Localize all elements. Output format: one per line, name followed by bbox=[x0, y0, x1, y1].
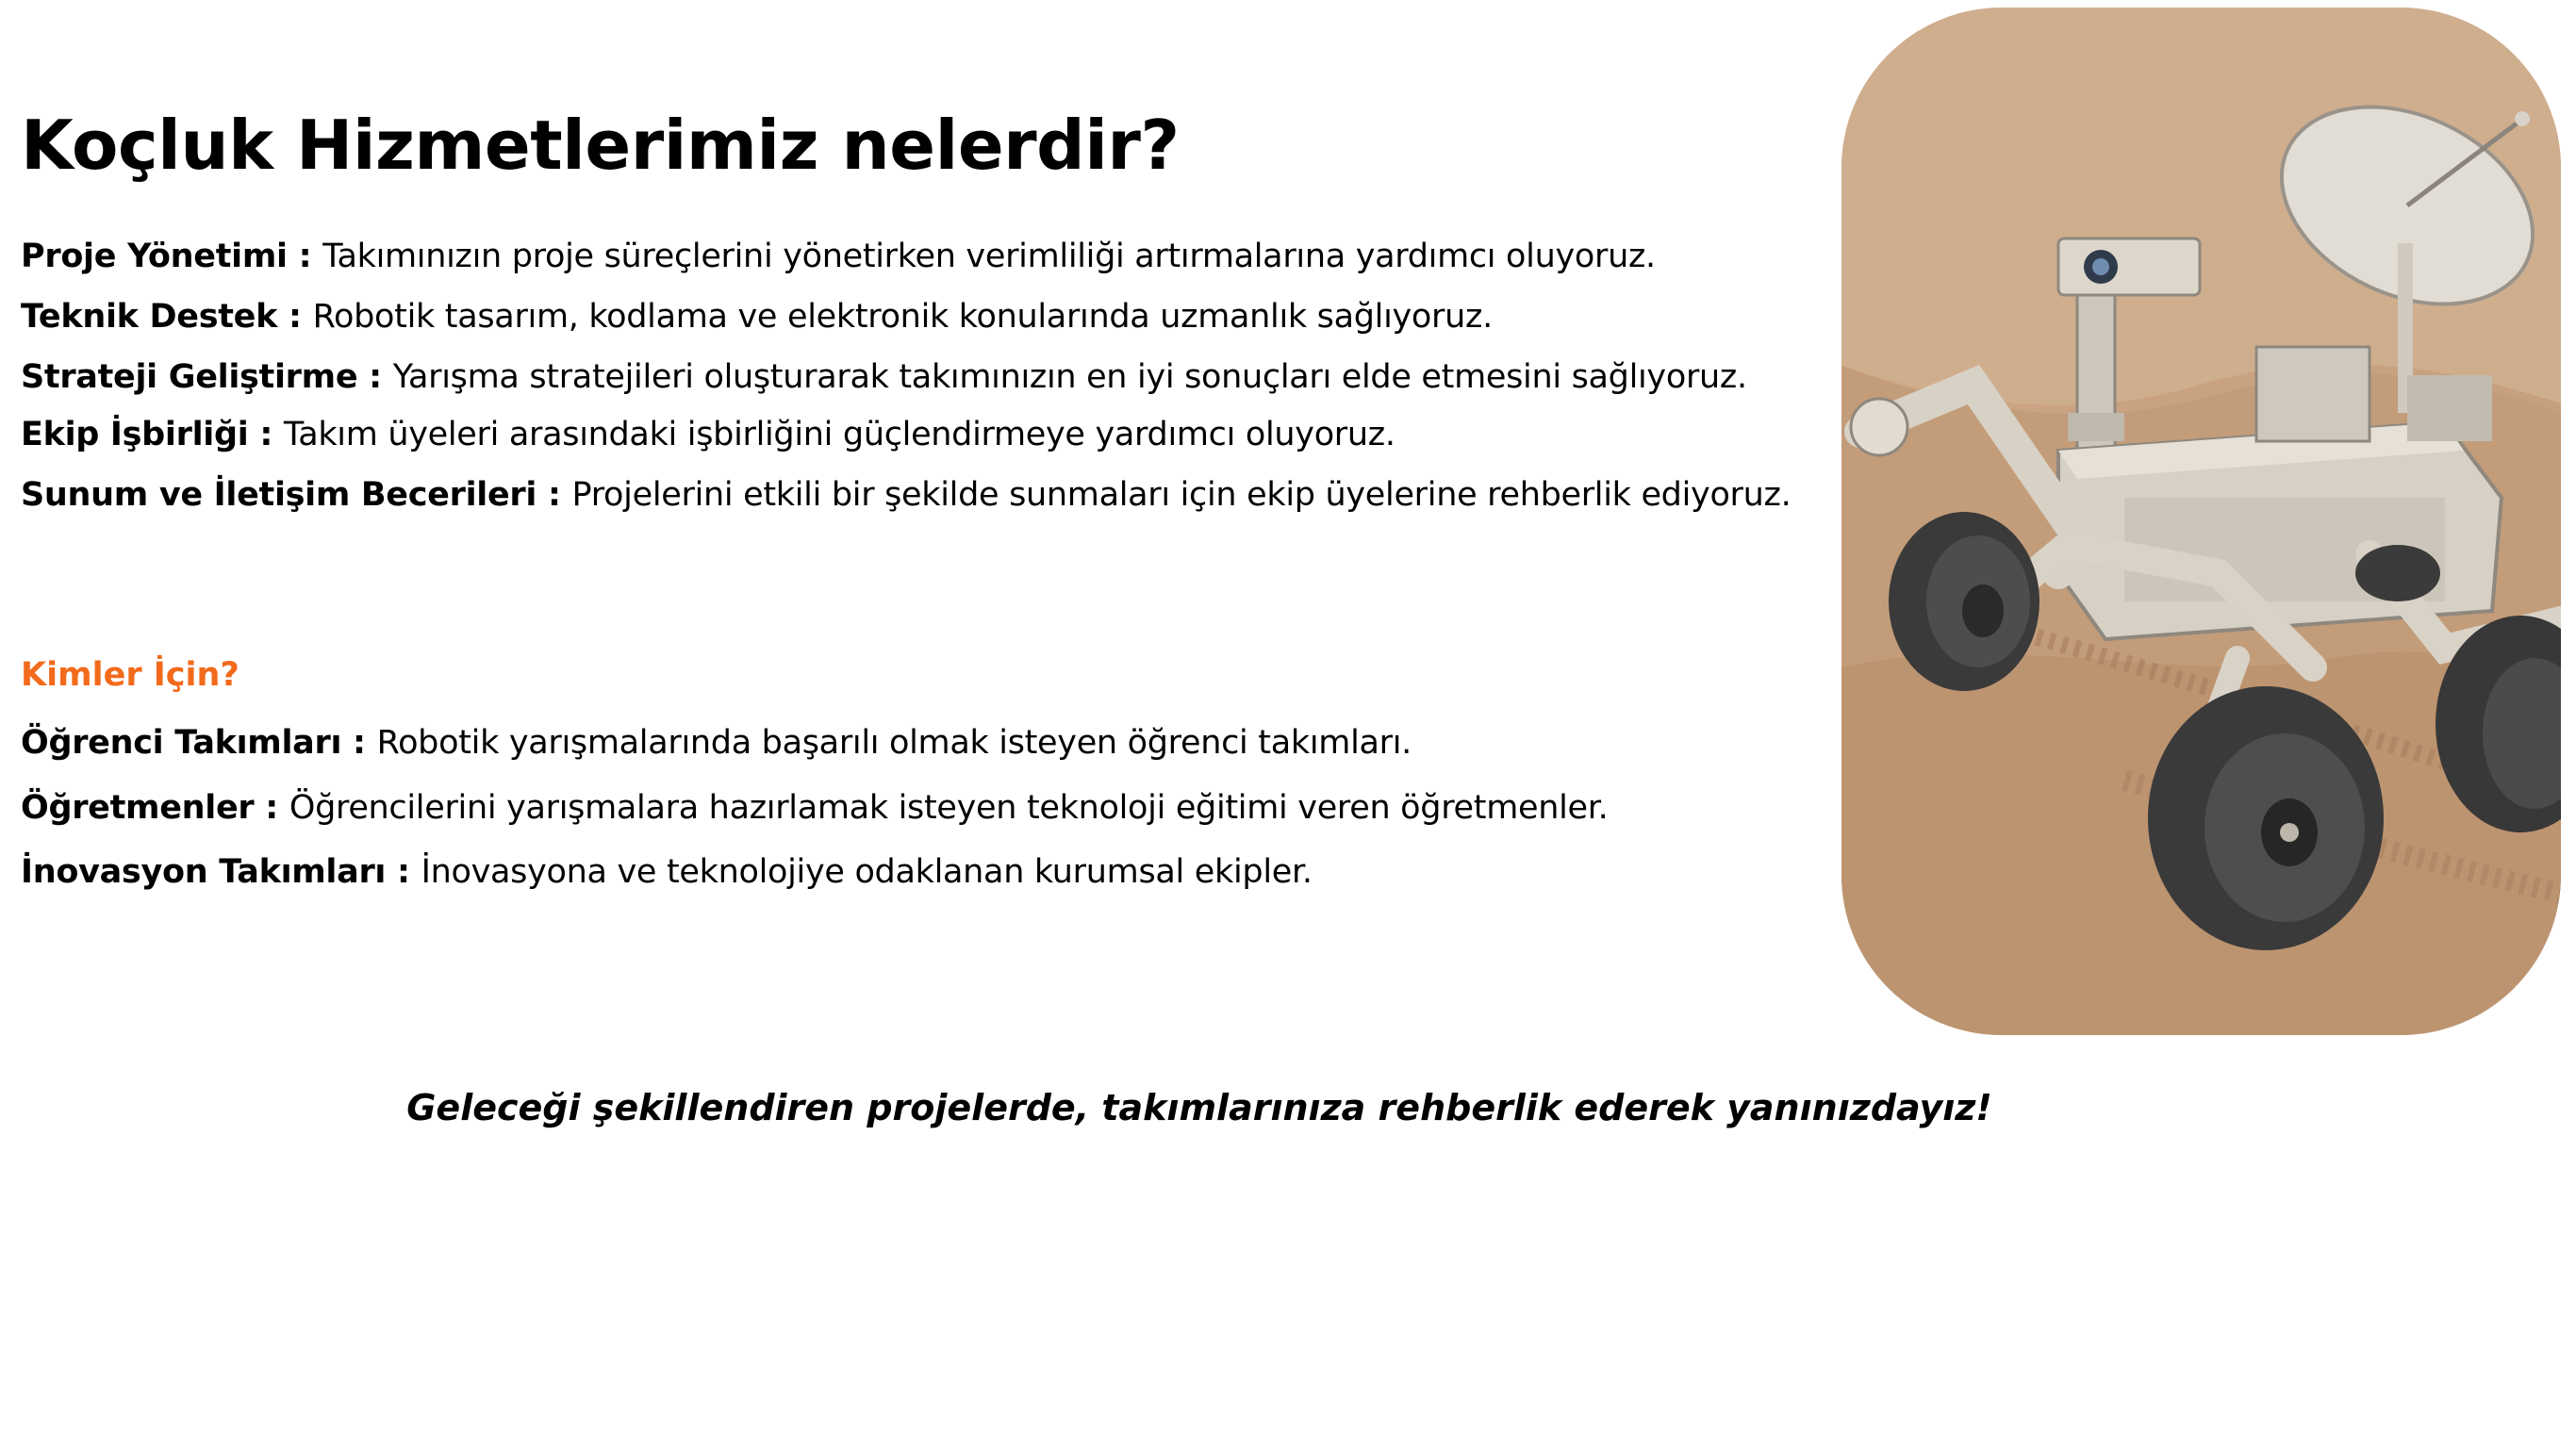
service-description: Takımınızın proje süreçlerini yönetirken verimliliği artırmalarına yardımcı oluyoruz. bbox=[322, 238, 1656, 275]
audience-description: Robotik yarışmalarında başarılı olmak isteyen öğrenci takımları. bbox=[376, 724, 1412, 762]
service-item-strategy bbox=[21, 358, 1747, 396]
service-separator: : bbox=[357, 358, 393, 396]
audience-item-innovation-teams bbox=[21, 853, 1313, 891]
audience-separator: : bbox=[341, 724, 377, 762]
service-term: Strateji Geliştirme bbox=[21, 358, 358, 396]
tagline: Geleceği şekillendiren projelerde, takımlarınıza rehberlik ederek yanınızdayız! bbox=[406, 1087, 1992, 1128]
service-separator: : bbox=[248, 416, 284, 453]
service-term: Proje Yönetimi bbox=[21, 238, 288, 275]
service-item-technical-support bbox=[21, 298, 1493, 336]
audience-separator: : bbox=[386, 853, 421, 891]
service-term: Ekip İşbirliği bbox=[21, 416, 249, 453]
service-description: Takım üyeleri arasındaki işbirliğini güçlendirmeye yardımcı oluyoruz. bbox=[283, 416, 1395, 453]
wheel-shape bbox=[1889, 512, 2039, 691]
wheel-shape bbox=[2355, 545, 2440, 601]
audience-term: Öğretmenler bbox=[21, 789, 255, 827]
service-item-team-collaboration bbox=[21, 416, 1395, 453]
audience-item-student-teams bbox=[21, 724, 1412, 762]
page-title: Koçluk Hizmetlerimiz nelerdir? bbox=[21, 106, 1180, 185]
service-description: Projelerini etkili bir şekilde sunmaları için ekip üyelerine rehberlik ediyoruz. bbox=[571, 476, 1792, 514]
audience-separator: : bbox=[254, 789, 289, 827]
audience-term: Öğrenci Takımları bbox=[21, 724, 342, 762]
service-item-project-management bbox=[21, 238, 1656, 275]
service-term: Sunum ve İletişim Becerileri bbox=[21, 476, 537, 514]
service-separator: : bbox=[287, 238, 323, 275]
audience-description: İnovasyona ve teknolojiye odaklanan kurumsal ekipler. bbox=[421, 853, 1313, 891]
audience-description: Öğrencilerini yarışmalara hazırlamak isteyen teknoloji eğitimi veren öğretmenler. bbox=[289, 789, 1609, 827]
service-separator: : bbox=[277, 298, 313, 336]
audience-item-teachers bbox=[21, 789, 1608, 827]
rover-image bbox=[1841, 8, 2561, 1035]
service-term: Teknik Destek bbox=[21, 298, 278, 336]
service-separator: : bbox=[537, 476, 572, 514]
wheel-shape bbox=[2148, 686, 2384, 950]
service-description: Robotik tasarım, kodlama ve elektronik konularında uzmanlık sağlıyoruz. bbox=[312, 298, 1493, 336]
service-item-presentation-skills bbox=[21, 476, 1791, 514]
service-description: Yarışma stratejileri oluşturarak takımınızın en iyi sonuçları elde etmesini sağlıyoruz. bbox=[392, 358, 1747, 396]
audience-term: İnovasyon Takımları bbox=[21, 853, 387, 891]
audience-heading: Kimler İçin? bbox=[21, 656, 239, 694]
